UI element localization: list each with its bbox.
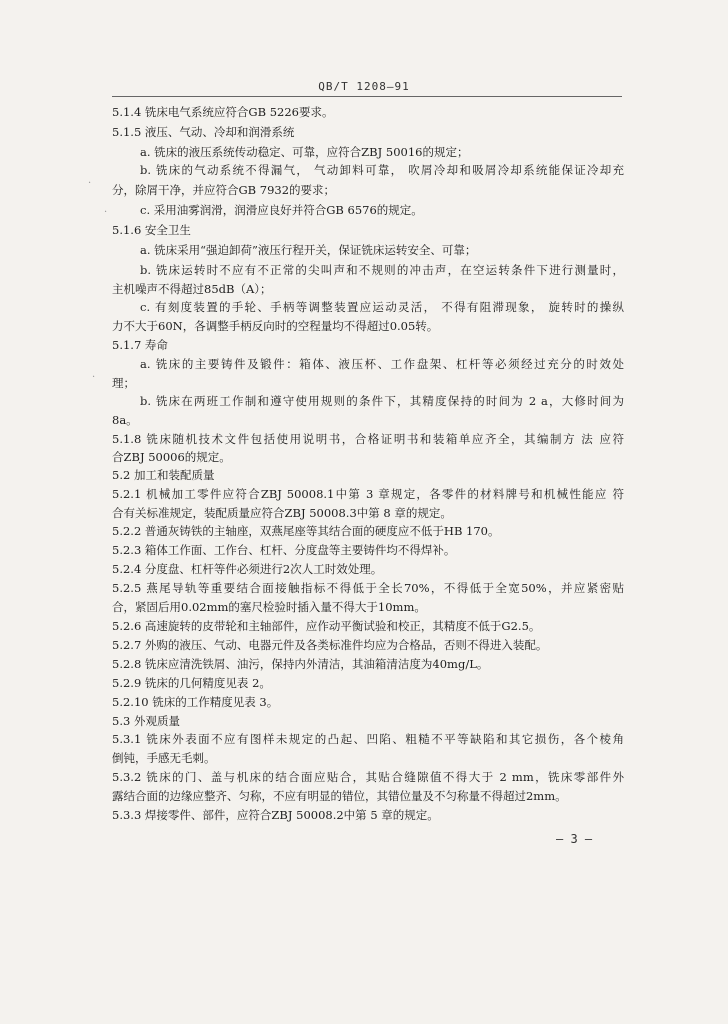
page-number: — 3 — (556, 832, 593, 846)
scan-mark: · (104, 207, 108, 218)
text-line: 倒钝，手感无毛刺。 (112, 751, 216, 765)
text-line: 主机噪声不得超过85dB（A）； (112, 282, 272, 296)
text-line: 5.2 加工和装配质量 (112, 468, 215, 482)
text-line: 5.1.7 寿命 (112, 338, 168, 352)
text-line: 合ZBJ 50006的规定。 (112, 450, 231, 464)
header-rule (112, 96, 622, 97)
text-line: 5.1.8 铣床随机技术文件包括使用说明书，合格证明书和装箱单应齐全，其编制方 法 应符 (112, 432, 624, 446)
scan-mark: · (92, 372, 96, 383)
text-line: c. 采用油雾润滑，润滑应良好并符合GB 6576的规定。 (140, 203, 423, 217)
text-line: 5.2.6 高速旋转的皮带轮和主轴部件，应作动平衡试验和校正，其精度不低于G2.5。 (112, 619, 541, 633)
text-line: 力不大于60N，各调整手柄反向时的空程量均不得超过0.05转。 (112, 319, 439, 333)
scan-mark: · (88, 178, 92, 189)
text-line: 5.2.1 机械加工零件应符合ZBJ 50008.1中第 3 章规定，各零件的材料牌号和机械性能应 符 (112, 487, 624, 501)
text-line: a. 铣床采用“强迫卸荷”液压行程开关，保证铣床运转安全、可靠； (140, 243, 477, 257)
text-line: 露结合面的边缘应整齐、匀称，不应有明显的错位，其错位量及不匀称量不得超过2mm。 (112, 789, 567, 803)
text-line: 理； (112, 376, 135, 390)
text-line: 5.1.5 液压、气动、冷却和润滑系统 (112, 125, 295, 139)
text-line: b. 铣床的气动系统不得漏气， 气动卸料可靠， 吹屑冷却和吸屑冷却系统能保证冷却充 (140, 163, 624, 177)
text-line: b. 铣床在两班工作制和遵守使用规则的条件下，其精度保持的时间为 2 a，大修时间为 (140, 394, 624, 408)
text-line: 5.1.4 铣床电气系统应符合GB 5226要求。 (112, 105, 334, 119)
text-line: b. 铣床运转时不应有不正常的尖叫声和不规则的冲击声，在空运转条件下进行测量时， (140, 263, 624, 277)
text-line: 8a。 (112, 413, 138, 427)
text-line: 5.2.9 铣床的几何精度见表 2。 (112, 676, 271, 690)
text-line: 5.3.2 铣床的门、盖与机床的结合面应贴合，其贴合缝隙值不得大于 2 mm，铣床零部件外 (112, 770, 624, 784)
text-line: 5.2.8 铣床应清洗铁屑、油污，保持内外清洁，其油箱清洁度为40mg/L。 (112, 657, 489, 671)
text-line: 5.3.3 焊接零件、部件，应符合ZBJ 50008.2中第 5 章的规定。 (112, 808, 439, 822)
text-line: 分，除屑干净，并应符合GB 7932的要求； (112, 183, 336, 197)
text-line: 合有关标准规定，装配质量应符合ZBJ 50008.3中第 8 章的规定。 (112, 506, 452, 520)
text-line: 5.3 外观质量 (112, 714, 180, 728)
text-line: 5.2.10 铣床的工作精度见表 3。 (112, 695, 279, 709)
text-line: 5.2.5 燕尾导轨等重要结合面接触指标不得低于全长70%，不得低于全宽50%，并应紧密贴 (112, 581, 624, 595)
text-line: 5.2.2 普通灰铸铁的主轴座，双燕尾座等其结合面的硬度应不低于HB 170。 (112, 524, 500, 538)
text-line: 合，紧固后用0.02mm的塞尺检验时插入量不得大于10mm。 (112, 600, 426, 614)
text-line: 5.1.6 安全卫生 (112, 223, 191, 237)
text-line: 5.3.1 铣床外表面不应有图样未规定的凸起、凹陷、粗糙不平等缺陷和其它损伤，各个棱角 (112, 732, 624, 746)
text-line: c. 有刻度装置的手轮、手柄等调整装置应运动灵活， 不得有阻滞现象， 旋转时的操纵 (140, 300, 624, 314)
text-line: 5.2.4 分度盘、杠杆等件必须进行2次人工时效处理。 (112, 562, 383, 576)
text-line: a. 铣床的主要铸件及锻件：箱体、液压杯、工作盘架、杠杆等必须经过充分的时效处 (140, 357, 624, 371)
page-header: QB/T 1208—91 (318, 80, 410, 93)
text-line: 5.2.7 外购的液压、气动、电器元件及各类标准件均应为合格品，否则不得进入装配。 (112, 638, 548, 652)
text-line: 5.2.3 箱体工作面、工作台、杠杆、分度盘等主要铸件均不得焊补。 (112, 543, 456, 557)
text-line: a. 铣床的液压系统传动稳定、可靠，应符合ZBJ 50016的规定； (140, 145, 469, 159)
